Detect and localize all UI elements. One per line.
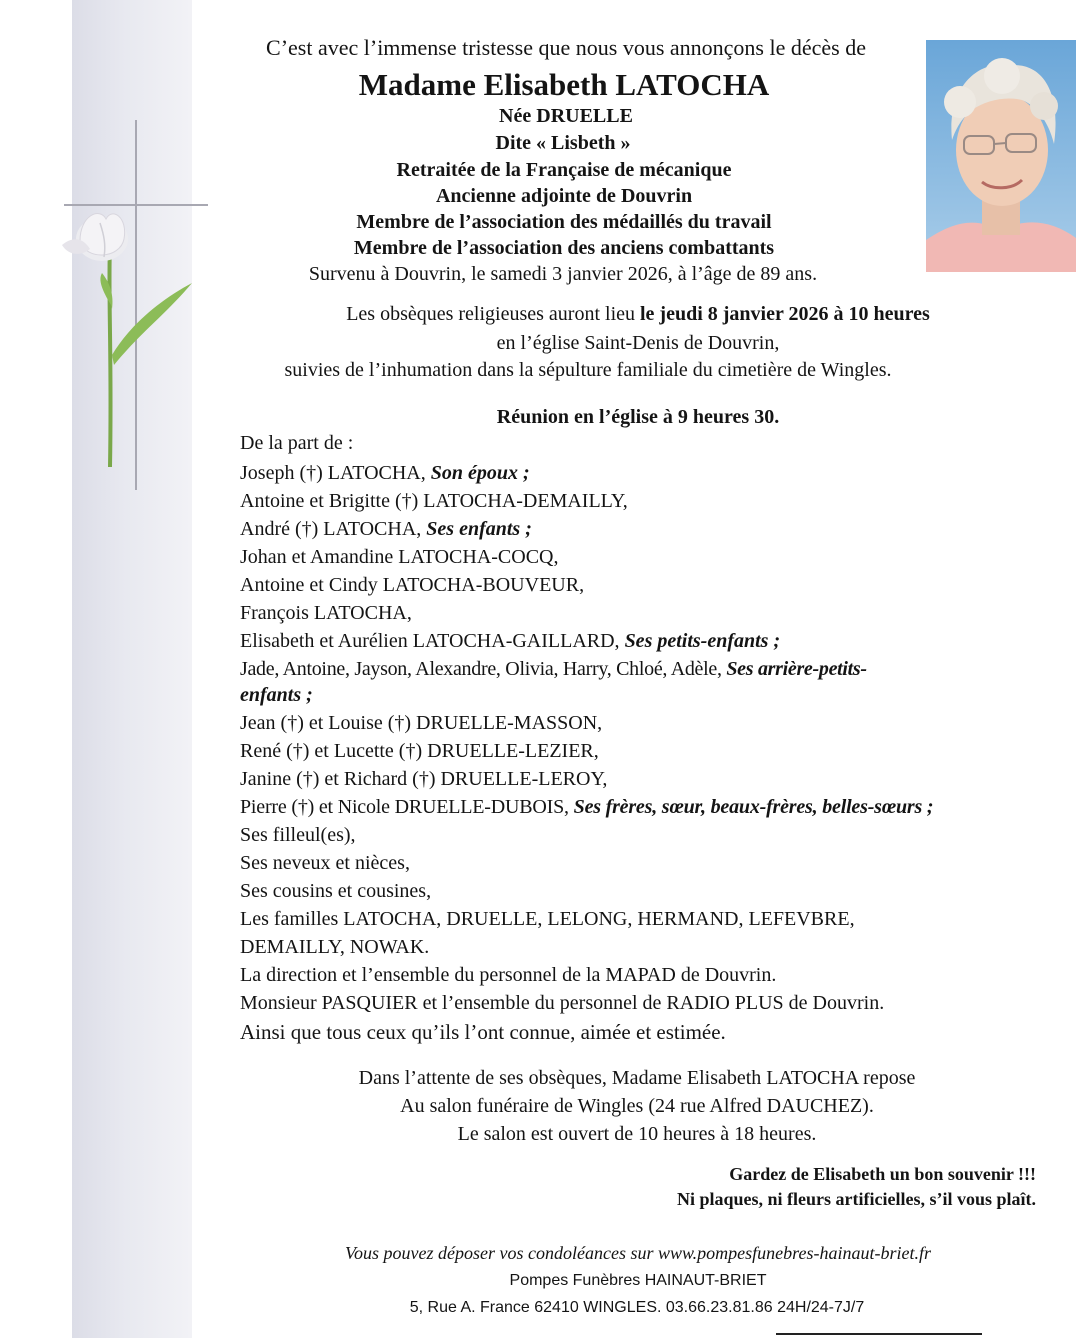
title-line: Ancienne adjointe de Douvrin <box>435 185 693 207</box>
company-address: 5, Rue A. France 62410 WINGLES. 03.66.23.81.86 24H/24-7J/7 <box>409 1299 865 1316</box>
family-line: Ainsi que tous ceux qu’ils l’ont connue, aimée et estimée. <box>240 1020 726 1044</box>
family-line: André (†) LATOCHA, Ses enfants ; <box>240 518 532 540</box>
repose-line-1: Dans l’attente de ses obsèques, Madame Elisabeth LATOCHA repose <box>358 1067 916 1089</box>
family-line: DEMAILLY, NOWAK. <box>240 936 430 958</box>
portrait-photo <box>926 40 1076 272</box>
death-details: Survenu à Douvrin, le samedi 3 janvier 2026, à l’âge de 89 ans. <box>308 263 818 285</box>
family-line: Ses cousins et cousines, <box>240 880 432 902</box>
title-line: Retraitée de la Française de mécanique <box>396 159 732 181</box>
family-line: Ses filleul(es), <box>240 824 356 846</box>
decorative-band <box>72 0 192 1338</box>
title-line: Membre de l’association des anciens combattants <box>353 237 775 259</box>
family-line: Jean (†) et Louise (†) DRUELLE-MASSON, <box>240 712 603 734</box>
family-line: René (†) et Lucette (†) DRUELLE-LEZIER, <box>240 740 599 762</box>
tulip-flower-icon <box>40 205 210 475</box>
family-line: Jade, Antoine, Jayson, Alexandre, Olivia, Harry, Chloé, Adèle, Ses arrière-petits- <box>240 658 867 680</box>
repose-line-2: Au salon funéraire de Wingles (24 rue Alfred DAUCHEZ). <box>400 1095 874 1117</box>
funeral-line-1: Les obsèques religieuses auront lieu le jeudi 8 janvier 2026 à 10 heures <box>346 303 930 325</box>
family-line: François LATOCHA, <box>240 602 412 624</box>
repose-line-3: Le salon est ouvert de 10 heures à 18 heures. <box>457 1123 817 1145</box>
family-line: Johan et Amandine LATOCHA-COCQ, <box>240 546 559 568</box>
closing-line-1: Gardez de Elisabeth un bon souvenir !!! <box>729 1164 1036 1184</box>
family-line: Antoine et Cindy LATOCHA-BOUVEUR, <box>240 574 585 596</box>
family-line: Janine (†) et Richard (†) DRUELLE-LEROY, <box>240 768 608 790</box>
divider <box>776 1333 982 1335</box>
closing-line-2: Ni plaques, ni fleurs artificielles, s’il vous plaît. <box>676 1189 1036 1209</box>
family-line: Elisabeth et Aurélien LATOCHA-GAILLARD, Ses petits-enfants ; <box>240 630 781 652</box>
family-line: enfants ; <box>240 684 313 706</box>
condolences-line: Vous pouvez déposer vos condoléances sur www.pompesfunebres-hainaut-briet.fr <box>345 1243 931 1263</box>
from-label: De la part de : <box>240 432 354 454</box>
nickname: Dite « Lisbeth » <box>495 132 631 154</box>
reunion-line: Réunion en l’église à 9 heures 30. <box>496 406 780 428</box>
deceased-name: Madame Elisabeth LATOCHA <box>358 67 770 102</box>
family-line: Monsieur PASQUIER et l’ensemble du personnel de RADIO PLUS de Douvrin. <box>240 992 885 1014</box>
family-line: Joseph (†) LATOCHA, Son époux ; <box>240 462 530 484</box>
family-line: La direction et l’ensemble du personnel de la MAPAD de Douvrin. <box>240 964 777 986</box>
company-name: Pompes Funèbres HAINAUT-BRIET <box>509 1272 767 1289</box>
family-line: Pierre (†) et Nicole DRUELLE-DUBOIS, Ses frères, sœur, beaux-frères, belles-sœurs ; <box>240 796 934 818</box>
family-line: Antoine et Brigitte (†) LATOCHA-DEMAILLY, <box>240 490 628 512</box>
intro-line: C’est avec l’immense tristesse que nous vous annonçons le décès de <box>266 35 866 60</box>
maiden-name: Née DRUELLE <box>499 105 633 127</box>
funeral-line-3: suivies de l’inhumation dans la sépulture familiale du cimetière de Wingles. <box>284 359 892 381</box>
family-line: Les familles LATOCHA, DRUELLE, LELONG, HERMAND, LEFEVBRE, <box>240 908 855 930</box>
funeral-line-2: en l’église Saint-Denis de Douvrin, <box>496 332 780 354</box>
family-line: Ses neveux et nièces, <box>240 852 410 874</box>
title-line: Membre de l’association des médaillés du travail <box>356 211 772 233</box>
